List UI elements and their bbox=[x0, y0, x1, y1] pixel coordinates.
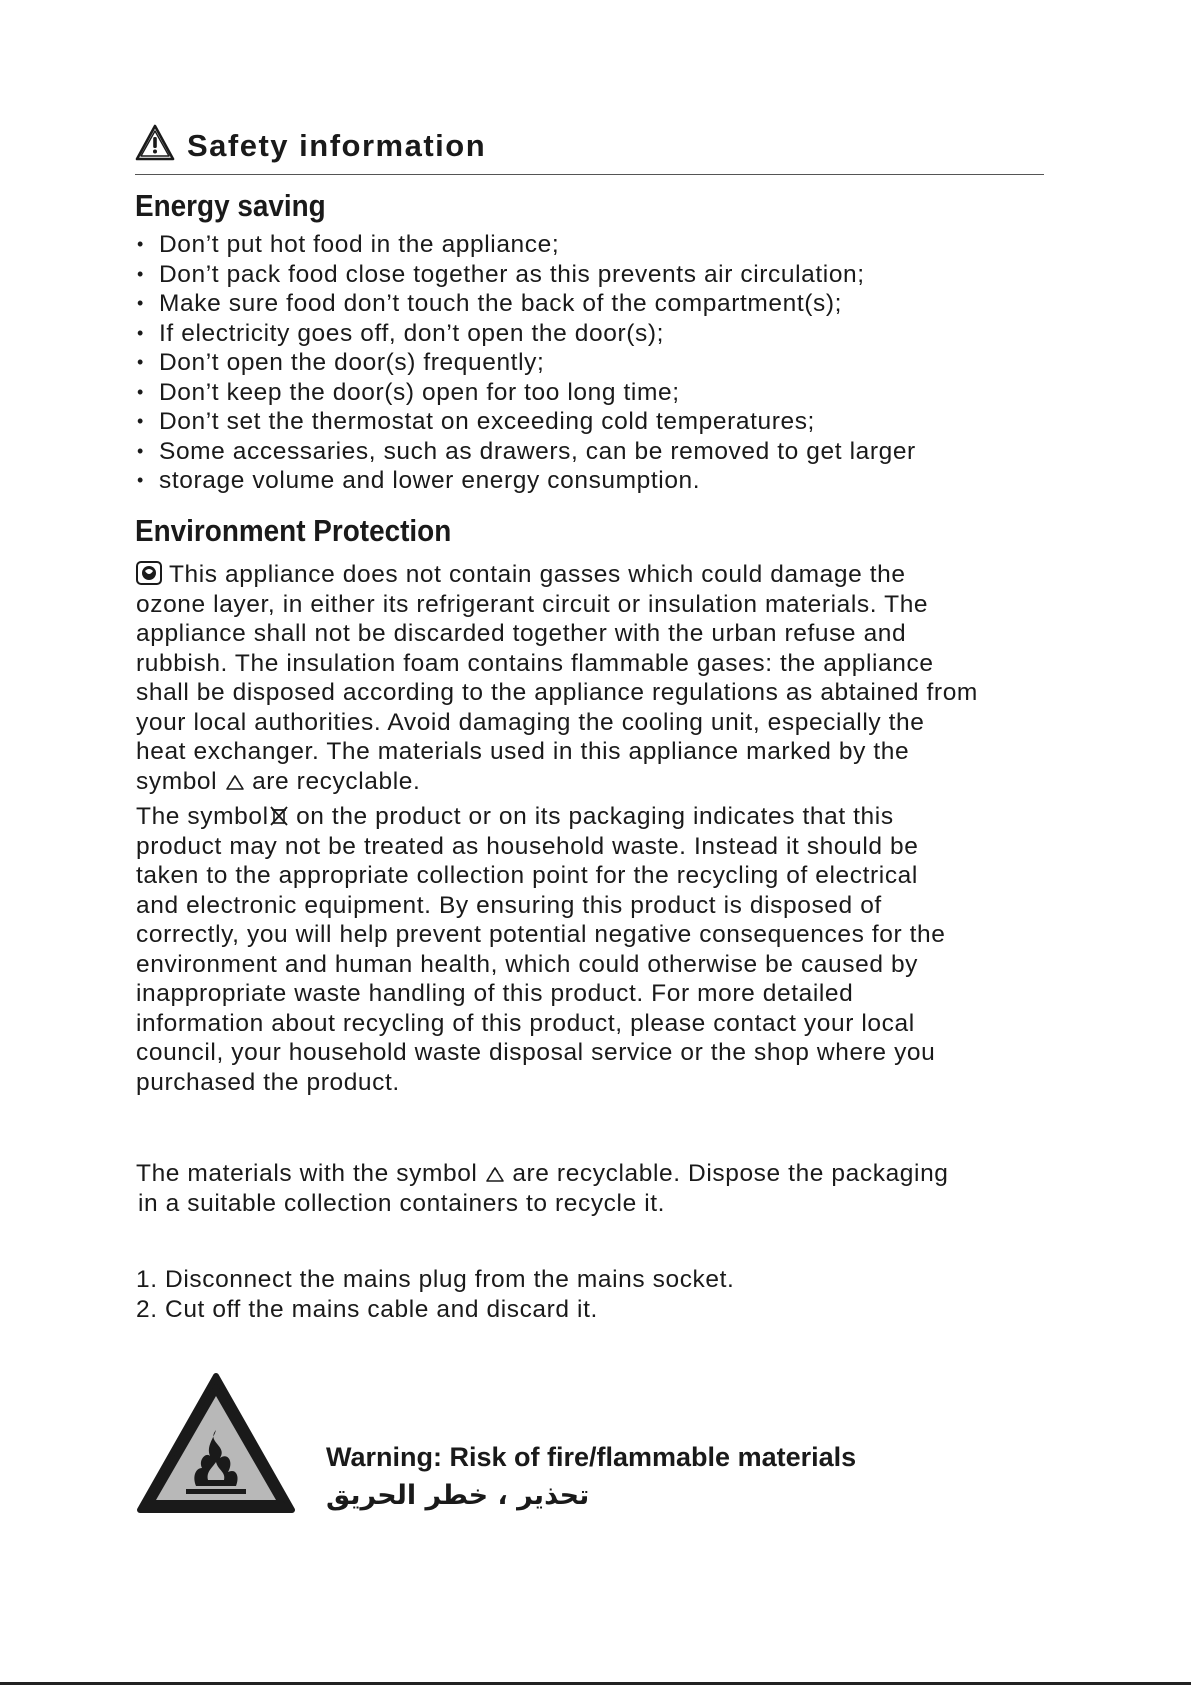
paragraph-line: correctly, you will help prevent potential negative consequences for the bbox=[136, 921, 946, 948]
page-header bbox=[135, 122, 1044, 178]
crossed-bin-icon bbox=[269, 805, 289, 827]
paragraph-line: inappropriate waste handling of this product. For more detailed bbox=[136, 980, 854, 1007]
paragraph-line: The materials with the symbol bbox=[136, 1160, 478, 1187]
list-item: • Some accessaries, such as drawers, can be removed to get larger bbox=[135, 437, 1055, 467]
list-item: • Make sure food don’t touch the back of the compartment(s); bbox=[135, 289, 1055, 319]
energy-saving-list bbox=[135, 230, 1055, 496]
ozone-paragraph bbox=[136, 560, 1076, 796]
paragraph-line: and electronic equipment. By ensuring this product is disposed of bbox=[136, 891, 882, 919]
ozone-safe-icon bbox=[136, 561, 162, 585]
step-item: 2. Cut off the mains cable and discard it. bbox=[136, 1295, 598, 1323]
flammable-warning-icon bbox=[136, 1372, 296, 1516]
paragraph-line: environment and human health, which could otherwise be caused by bbox=[136, 950, 919, 978]
paragraph-line: taken to the appropriate collection point for the recycling of electrical bbox=[136, 862, 918, 889]
paragraph-line: symbol bbox=[136, 767, 218, 795]
paragraph-line: purchased the product. bbox=[136, 1068, 400, 1096]
paragraph-line: ozone layer, in either its refrigerant circuit or insulation materials. The bbox=[136, 590, 929, 618]
list-item: • Don’t keep the door(s) open for too long time; bbox=[135, 378, 1055, 408]
list-item-continuation: • storage volume and lower energy consumption. bbox=[135, 466, 1055, 496]
paragraph-line: rubbish. The insulation foam contains flammable gases: the appliance bbox=[136, 649, 934, 677]
list-item: • Don’t pack food close together as this prevents air circulation; bbox=[135, 260, 1055, 290]
disposal-steps bbox=[136, 1265, 734, 1324]
page-title: Safety information bbox=[187, 128, 487, 163]
paragraph-line: are recyclable. bbox=[252, 767, 421, 795]
paragraph-line: in a suitable collection containers to recycle it. bbox=[138, 1189, 666, 1217]
paragraph-line: shall be disposed according to the appliance regulations as abtained from bbox=[136, 679, 978, 706]
recycle-icon bbox=[225, 774, 245, 792]
list-item: • Don’t open the door(s) frequently; bbox=[135, 348, 1055, 378]
list-item: • Don’t put hot food in the appliance; bbox=[135, 230, 1055, 260]
energy-saving-heading: Energy saving bbox=[135, 188, 326, 223]
paragraph-line: information about recycling of this product, please contact your local bbox=[136, 1009, 915, 1037]
paragraph-line: The symbol bbox=[136, 803, 269, 830]
recycle-icon bbox=[485, 1166, 505, 1184]
paragraph-line: are recyclable. Dispose the packaging bbox=[512, 1160, 949, 1187]
warning-text-arabic: تحذير ، خطر الحريق bbox=[326, 1480, 590, 1511]
list-item: • If electricity goes off, don’t open the door(s); bbox=[135, 319, 1055, 349]
paragraph-line: This appliance does not contain gasses which could damage the bbox=[168, 561, 906, 588]
header-divider bbox=[135, 174, 1044, 175]
paragraph-line: council, your household waste disposal service or the shop where you bbox=[136, 1039, 936, 1066]
list-item: • Don’t set the thermostat on exceeding cold temperatures; bbox=[135, 407, 1055, 437]
paragraph-line: on the product or on its packaging indicates that this bbox=[296, 803, 894, 830]
packaging-paragraph bbox=[136, 1159, 1076, 1218]
paragraph-line: your local authorities. Avoid damaging the cooling unit, especially the bbox=[136, 708, 925, 736]
warning-triangle-icon bbox=[135, 124, 175, 162]
paragraph-line: heat exchanger. The materials used in this appliance marked by the bbox=[136, 738, 910, 765]
paragraph-line: product may not be treated as household waste. Instead it should be bbox=[136, 832, 919, 860]
weee-paragraph bbox=[136, 802, 1076, 1097]
step-item: 1. Disconnect the mains plug from the mains socket. bbox=[136, 1266, 735, 1293]
environment-heading: Environment Protection bbox=[135, 513, 452, 548]
paragraph-line: appliance shall not be discarded together with the urban refuse and bbox=[136, 620, 907, 647]
warning-text: Warning: Risk of fire/flammable materials bbox=[326, 1442, 857, 1472]
